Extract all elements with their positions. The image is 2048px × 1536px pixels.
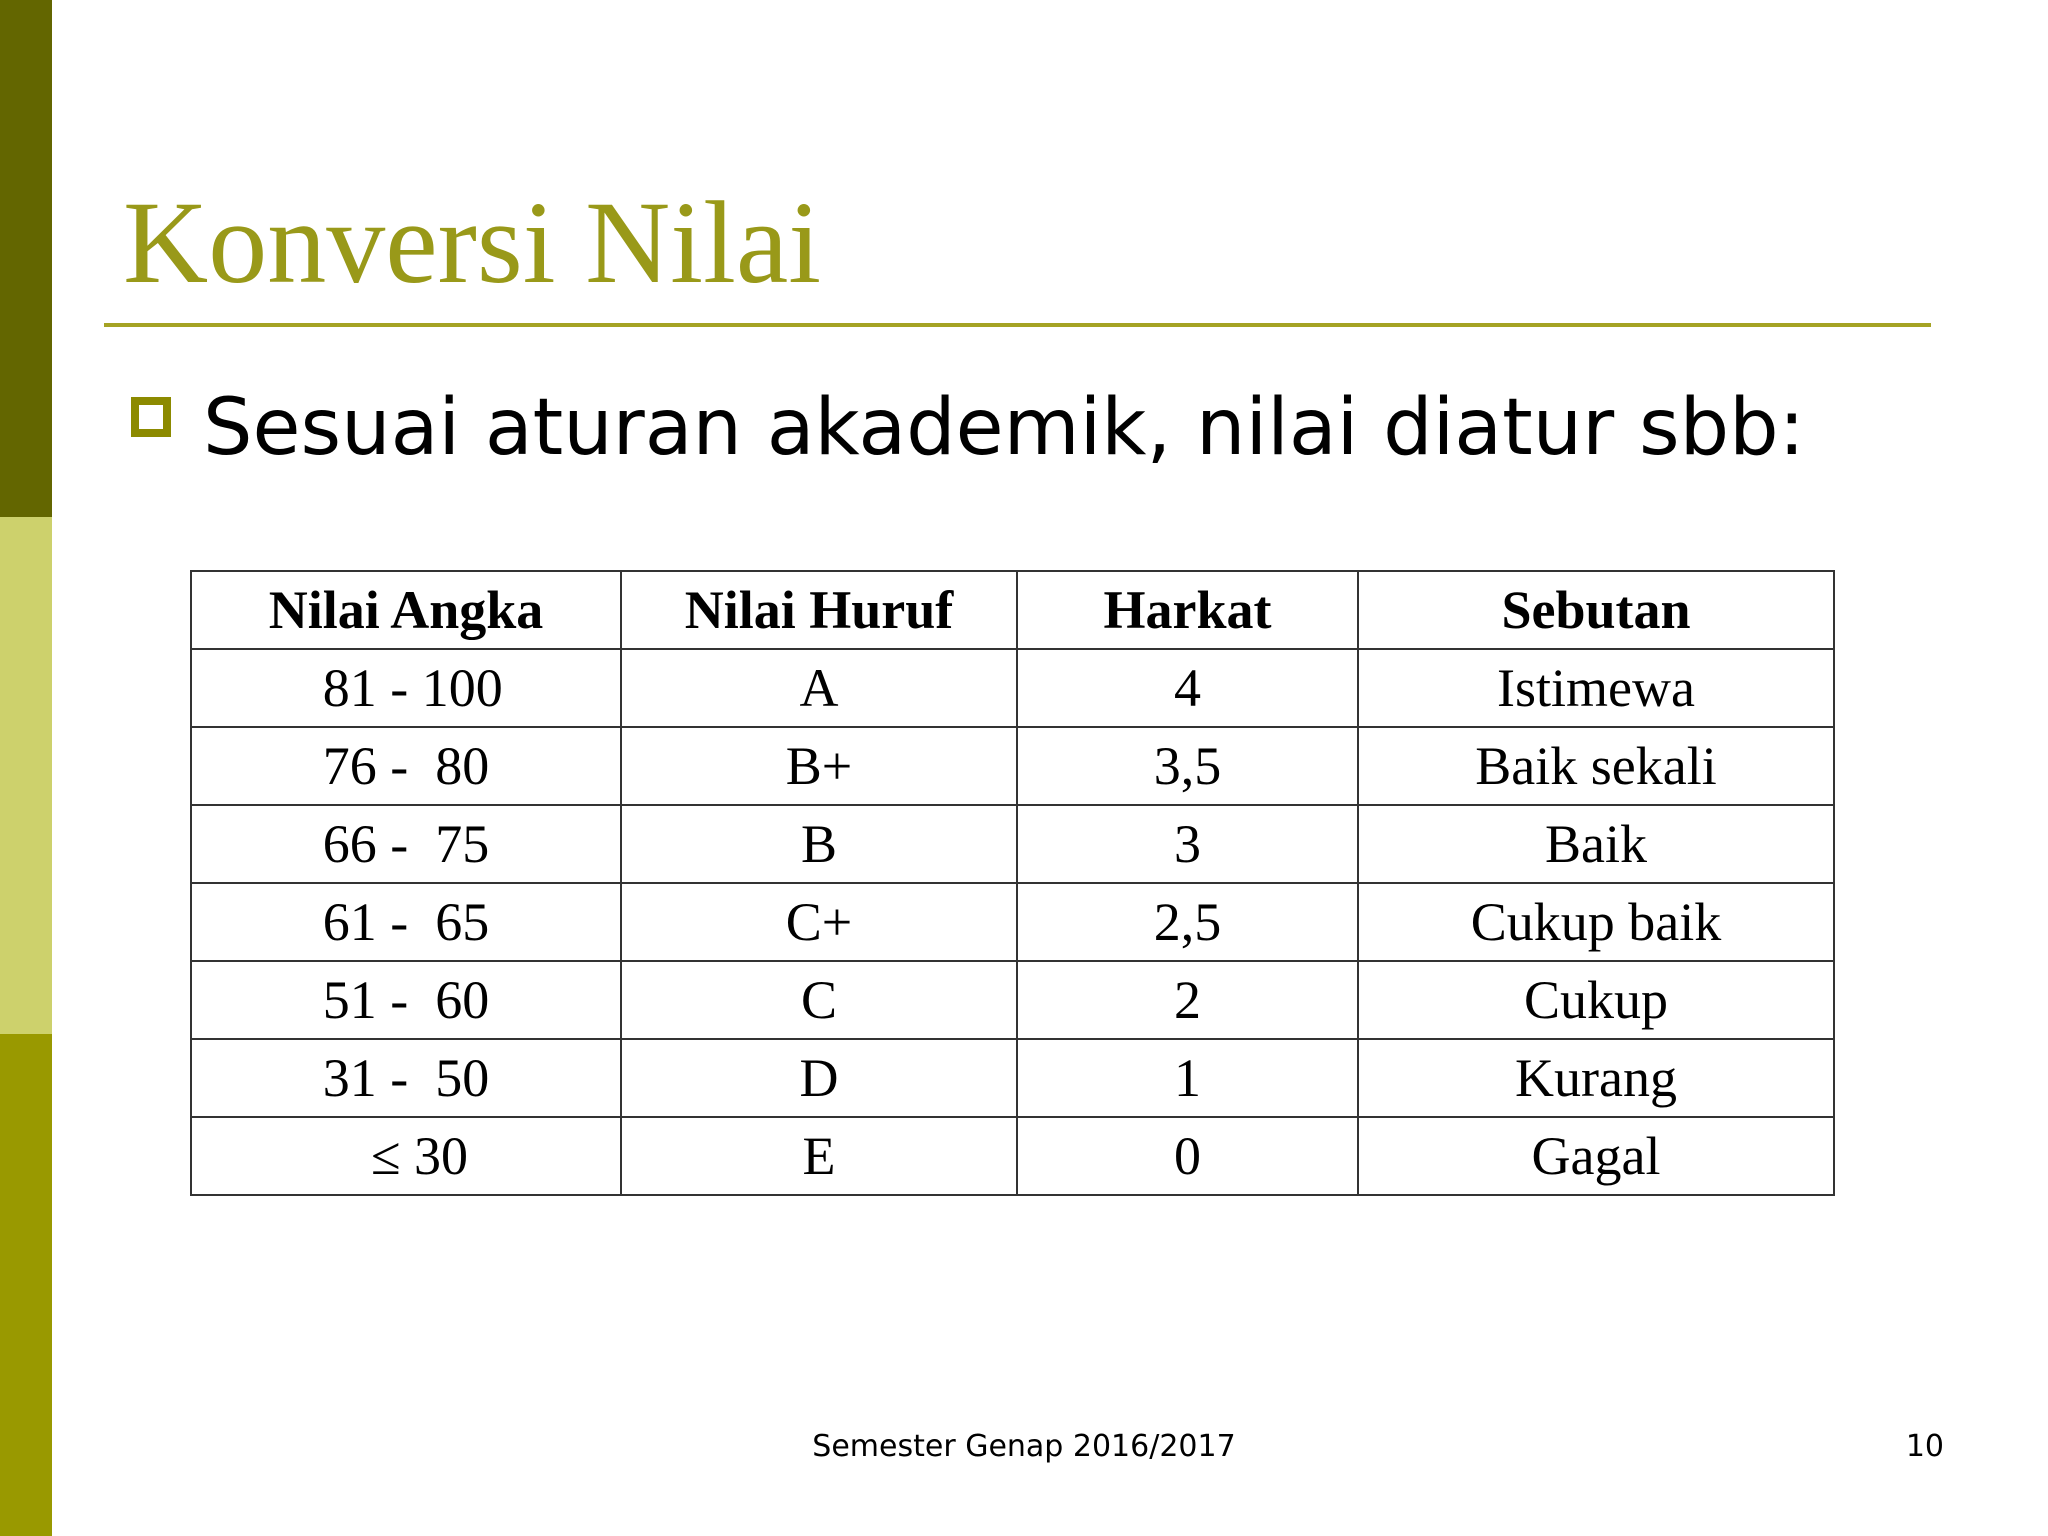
cell-harkat: 2 [1017,961,1358,1039]
accent-band-top [0,0,52,517]
table-row [191,961,1834,1039]
grade-conversion-table [190,570,1835,1196]
cell-sebutan: Istimewa [1358,649,1834,727]
cell-nilai-huruf: C+ [621,883,1017,961]
cell-sebutan: Cukup [1358,961,1834,1039]
table-row [191,649,1834,727]
cell-nilai-huruf: A [621,649,1017,727]
sidebar-accent-bar [0,0,52,1536]
cell-nilai-huruf: D [621,1039,1017,1117]
table-row [191,883,1834,961]
table-row [191,1039,1834,1117]
cell-nilai-angka: 81 - 100 [191,649,621,727]
cell-nilai-angka: 31 - 50 [191,1039,621,1117]
cell-harkat: 1 [1017,1039,1358,1117]
accent-band-middle [0,517,52,1034]
cell-sebutan: Cukup baik [1358,883,1834,961]
table-row [191,727,1834,805]
cell-sebutan: Baik sekali [1358,727,1834,805]
cell-sebutan: Baik [1358,805,1834,883]
cell-nilai-huruf: B+ [621,727,1017,805]
header-nilai-angka: Nilai Angka [191,571,621,649]
cell-nilai-angka: 61 - 65 [191,883,621,961]
cell-nilai-huruf: E [621,1117,1017,1195]
table-row [191,1117,1834,1195]
footer-semester: Semester Genap 2016/2017 [812,1429,1236,1464]
cell-harkat: 3 [1017,805,1358,883]
bullet-text: Sesuai aturan akademik, nilai diatur sbb: [203,383,1805,473]
square-bullet-icon [131,397,171,437]
cell-nilai-huruf: B [621,805,1017,883]
header-sebutan: Sebutan [1358,571,1834,649]
cell-sebutan: Kurang [1358,1039,1834,1117]
table-row [191,805,1834,883]
cell-nilai-angka: ≤ 30 [191,1117,621,1195]
title-divider [104,323,1931,327]
cell-harkat: 3,5 [1017,727,1358,805]
header-harkat: Harkat [1017,571,1358,649]
slide-title: Konversi Nilai [123,177,822,308]
cell-nilai-huruf: C [621,961,1017,1039]
cell-harkat: 2,5 [1017,883,1358,961]
cell-nilai-angka: 66 - 75 [191,805,621,883]
cell-nilai-angka: 76 - 80 [191,727,621,805]
cell-nilai-angka: 51 - 60 [191,961,621,1039]
table-header-row [191,571,1834,649]
cell-harkat: 0 [1017,1117,1358,1195]
header-nilai-huruf: Nilai Huruf [621,571,1017,649]
page-number: 10 [1905,1429,1944,1464]
cell-harkat: 4 [1017,649,1358,727]
cell-sebutan: Gagal [1358,1117,1834,1195]
